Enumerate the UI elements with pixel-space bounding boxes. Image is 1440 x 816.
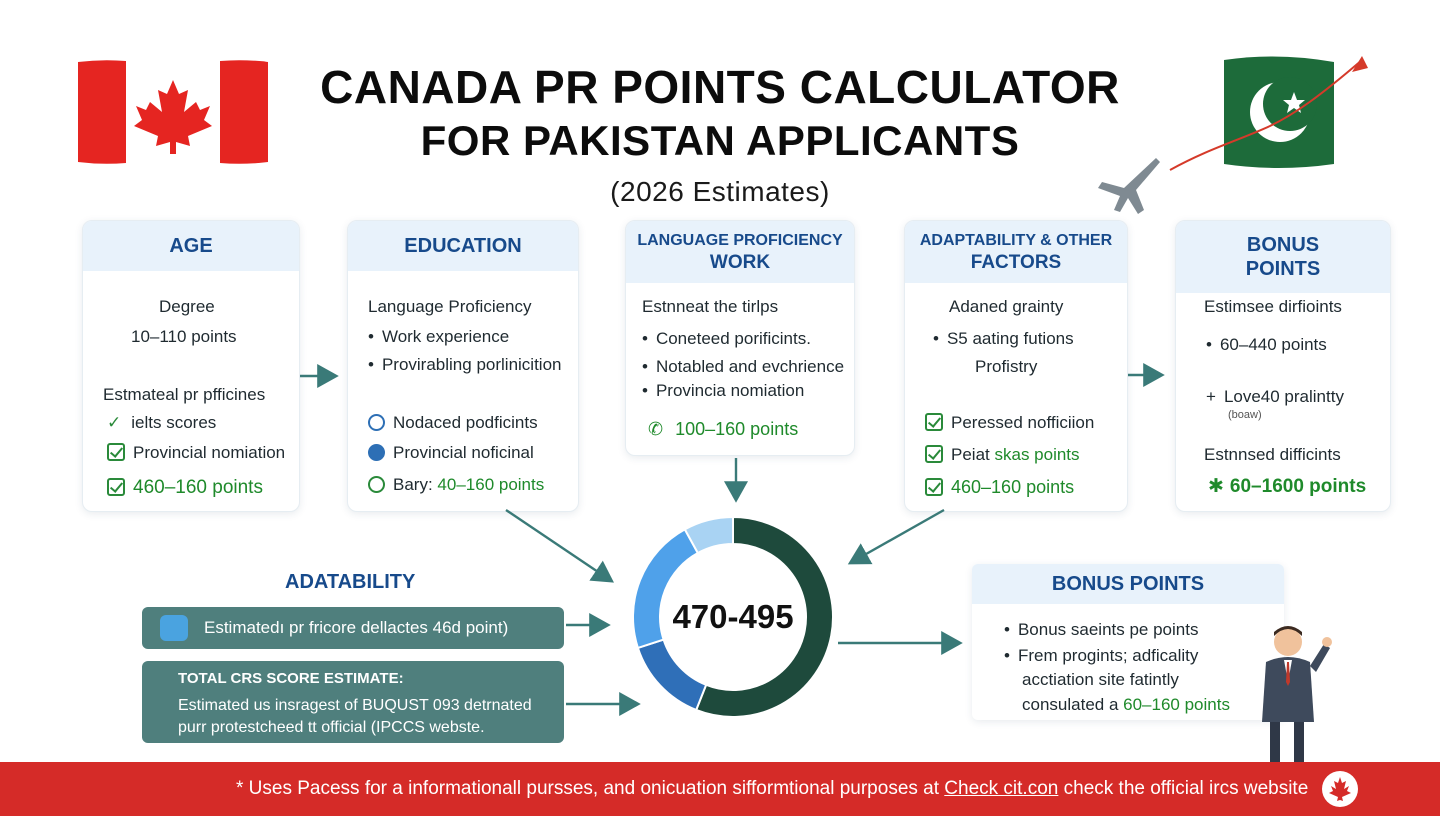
total-crs-estimate-box bbox=[142, 661, 564, 743]
bonus-points: 60–1600 points bbox=[1229, 476, 1367, 497]
check-icon: ✓ bbox=[107, 413, 122, 432]
adaptability-card-title-line-2: FACTORS bbox=[970, 252, 1062, 273]
adaptability-line: Adaned grainty bbox=[949, 297, 1064, 316]
estimated-score-box bbox=[142, 607, 564, 649]
adaptability-line: Peressed nofficiion bbox=[951, 413, 1095, 432]
education-line: Provincial noficinal bbox=[393, 443, 534, 462]
adaptability-line: Profistry bbox=[975, 357, 1038, 376]
bonus-panel-line: consulated a bbox=[1022, 695, 1119, 714]
adaptability-line: Peiat bbox=[951, 445, 990, 464]
footer-disclaimer-suffix: check the official ircs website bbox=[1063, 778, 1309, 799]
education-line: Language Proficiency bbox=[368, 297, 532, 316]
education-line: Bary: bbox=[393, 475, 433, 494]
checkbox-icon bbox=[925, 413, 943, 431]
education-line: Work experience bbox=[381, 327, 510, 346]
bonus-panel-points: 60–160 points bbox=[1123, 695, 1230, 714]
total-crs-estimate-text bbox=[178, 695, 532, 739]
footer-disclaimer-text: * Uses Pacess for a informationall pursses, and onicuation sifformtional purposes at bbox=[236, 778, 940, 799]
crs-score-range: 470-495 bbox=[672, 598, 794, 635]
age-card-title: AGE bbox=[83, 221, 299, 271]
language-card-title-line-1: LANGUAGE PROFICIENCY bbox=[637, 232, 843, 249]
bonus-panel-line: Bonus saeints pe points bbox=[1017, 620, 1199, 639]
bonus-card-title-line-2: POINTS bbox=[1245, 258, 1321, 280]
footer-disclaimer bbox=[236, 778, 1308, 800]
donut-segment-mid-blue bbox=[638, 640, 706, 710]
education-line: Nodaced podficints bbox=[393, 413, 538, 432]
bonus-line: Love40 pralintty bbox=[1223, 387, 1344, 406]
badge-icon bbox=[368, 476, 385, 493]
checkbox-icon bbox=[107, 443, 125, 461]
education-card-title: EDUCATION bbox=[348, 221, 578, 271]
bonus-card-title bbox=[1176, 221, 1390, 293]
bonus-line: (boaw) bbox=[1228, 409, 1262, 421]
globe-icon bbox=[368, 444, 385, 461]
total-crs-estimate-line: purr protestcheed tt official (IPCCS webste. bbox=[178, 719, 485, 736]
age-line: ielts scores bbox=[131, 413, 217, 432]
bonus-panel-line: Frem progints; adficality bbox=[1017, 646, 1199, 665]
puzzle-icon bbox=[160, 615, 188, 641]
checkbox-icon bbox=[925, 445, 943, 463]
total-crs-estimate-line: Estimated us insragest of BUQUST 093 detrnated bbox=[178, 697, 532, 714]
footer-link[interactable]: Check cit.con bbox=[944, 778, 1059, 799]
education-card: EDUCATION Language Proficiency • Work experience • Provirabling porlinicition Nodaced podficints Provincial noficinal Bary: 40–160 points bbox=[347, 220, 579, 512]
airplane-icon bbox=[1094, 150, 1164, 220]
education-points: 40–160 points bbox=[437, 475, 545, 494]
total-crs-estimate-title: TOTAL CRS SCORE ESTIMATE: bbox=[178, 670, 404, 687]
language-card: LANGUAGE PROFICIENCY WORK Estnneat the tirlps • Coneteed porificints. • Notabled and evchrience • Provincia nomiation ✆ 100–160 points bbox=[625, 220, 855, 456]
age-line: Estmateal pr pfficines bbox=[103, 385, 266, 404]
adaptability-card-title bbox=[905, 221, 1127, 283]
page-subtitle: (2026 Estimates) bbox=[610, 176, 830, 207]
bonus-card: BONUS POINTS Estimsee dirfioints • 60–440 points + Love40 pralintty (boaw) Estnnsed difficints ✱ 60–1600 points bbox=[1175, 220, 1391, 512]
estimated-score-text: Estimatedı pr fricore dellactes 46d point) bbox=[204, 618, 509, 637]
language-line: Notabled and evchrience bbox=[655, 357, 845, 376]
age-line: Degree bbox=[159, 297, 215, 316]
businessman-illustration bbox=[1254, 622, 1340, 780]
bonus-points-panel: BONUS POINTS • Bonus saeints pe points • Frem progints; adficality acctiation site fatintly consulated a 60–160 points bbox=[972, 564, 1284, 720]
language-line: Coneteed porificints. bbox=[655, 329, 811, 348]
education-line: Provirabling porlinicition bbox=[381, 355, 562, 374]
maple-leaf-icon bbox=[1322, 771, 1358, 807]
adaptability-card-title-line-1: ADAPTABILITY & OTHER bbox=[919, 232, 1113, 249]
footer-banner bbox=[0, 762, 1440, 816]
adaptability-section-title: ADATABILITY bbox=[285, 571, 416, 593]
bonus-panel-line: acctiation site fatintly bbox=[1022, 670, 1179, 689]
adaptability-card: ADAPTABILITY & OTHER FACTORS Adaned grainty • S5 aating futions Profistry Peressed nofficiion Peiat skas points 460–160 points bbox=[904, 220, 1128, 512]
bonus-line: Estnnsed difficints bbox=[1204, 445, 1341, 464]
language-card-title bbox=[626, 221, 854, 283]
page-title-line-2: FOR PAKISTAN APPLICANTS bbox=[420, 117, 1020, 164]
phone-icon: ✆ bbox=[648, 419, 664, 439]
bonus-line: 60–440 points bbox=[1219, 335, 1327, 354]
adaptability-line: S5 aating futions bbox=[946, 329, 1074, 348]
language-line: Estnneat the tirlps bbox=[642, 297, 779, 316]
checkbox-icon bbox=[925, 478, 943, 496]
language-points: 100–160 points bbox=[675, 419, 799, 439]
age-line: 10–110 points bbox=[131, 327, 237, 346]
bonus-card-title-line-1: BONUS bbox=[1246, 234, 1320, 256]
canada-flag-icon bbox=[78, 56, 268, 168]
checkbox-icon bbox=[107, 478, 125, 496]
bonus-line: Estimsee dirfioints bbox=[1204, 297, 1342, 316]
age-card bbox=[82, 220, 300, 512]
language-line: Provincia nomiation bbox=[655, 381, 805, 400]
age-points: 460–160 points bbox=[133, 477, 263, 498]
page-title-line-1: CANADA PR POINTS CALCULATOR bbox=[320, 61, 1120, 113]
adaptability-line: skas points bbox=[994, 445, 1080, 464]
person-icon bbox=[368, 414, 385, 431]
age-line: Provincial nomiation bbox=[133, 443, 286, 462]
adaptability-points: 460–160 points bbox=[951, 477, 1075, 497]
bonus-points-panel-title: BONUS POINTS bbox=[972, 564, 1284, 604]
language-card-title-line-2: WORK bbox=[709, 252, 771, 273]
